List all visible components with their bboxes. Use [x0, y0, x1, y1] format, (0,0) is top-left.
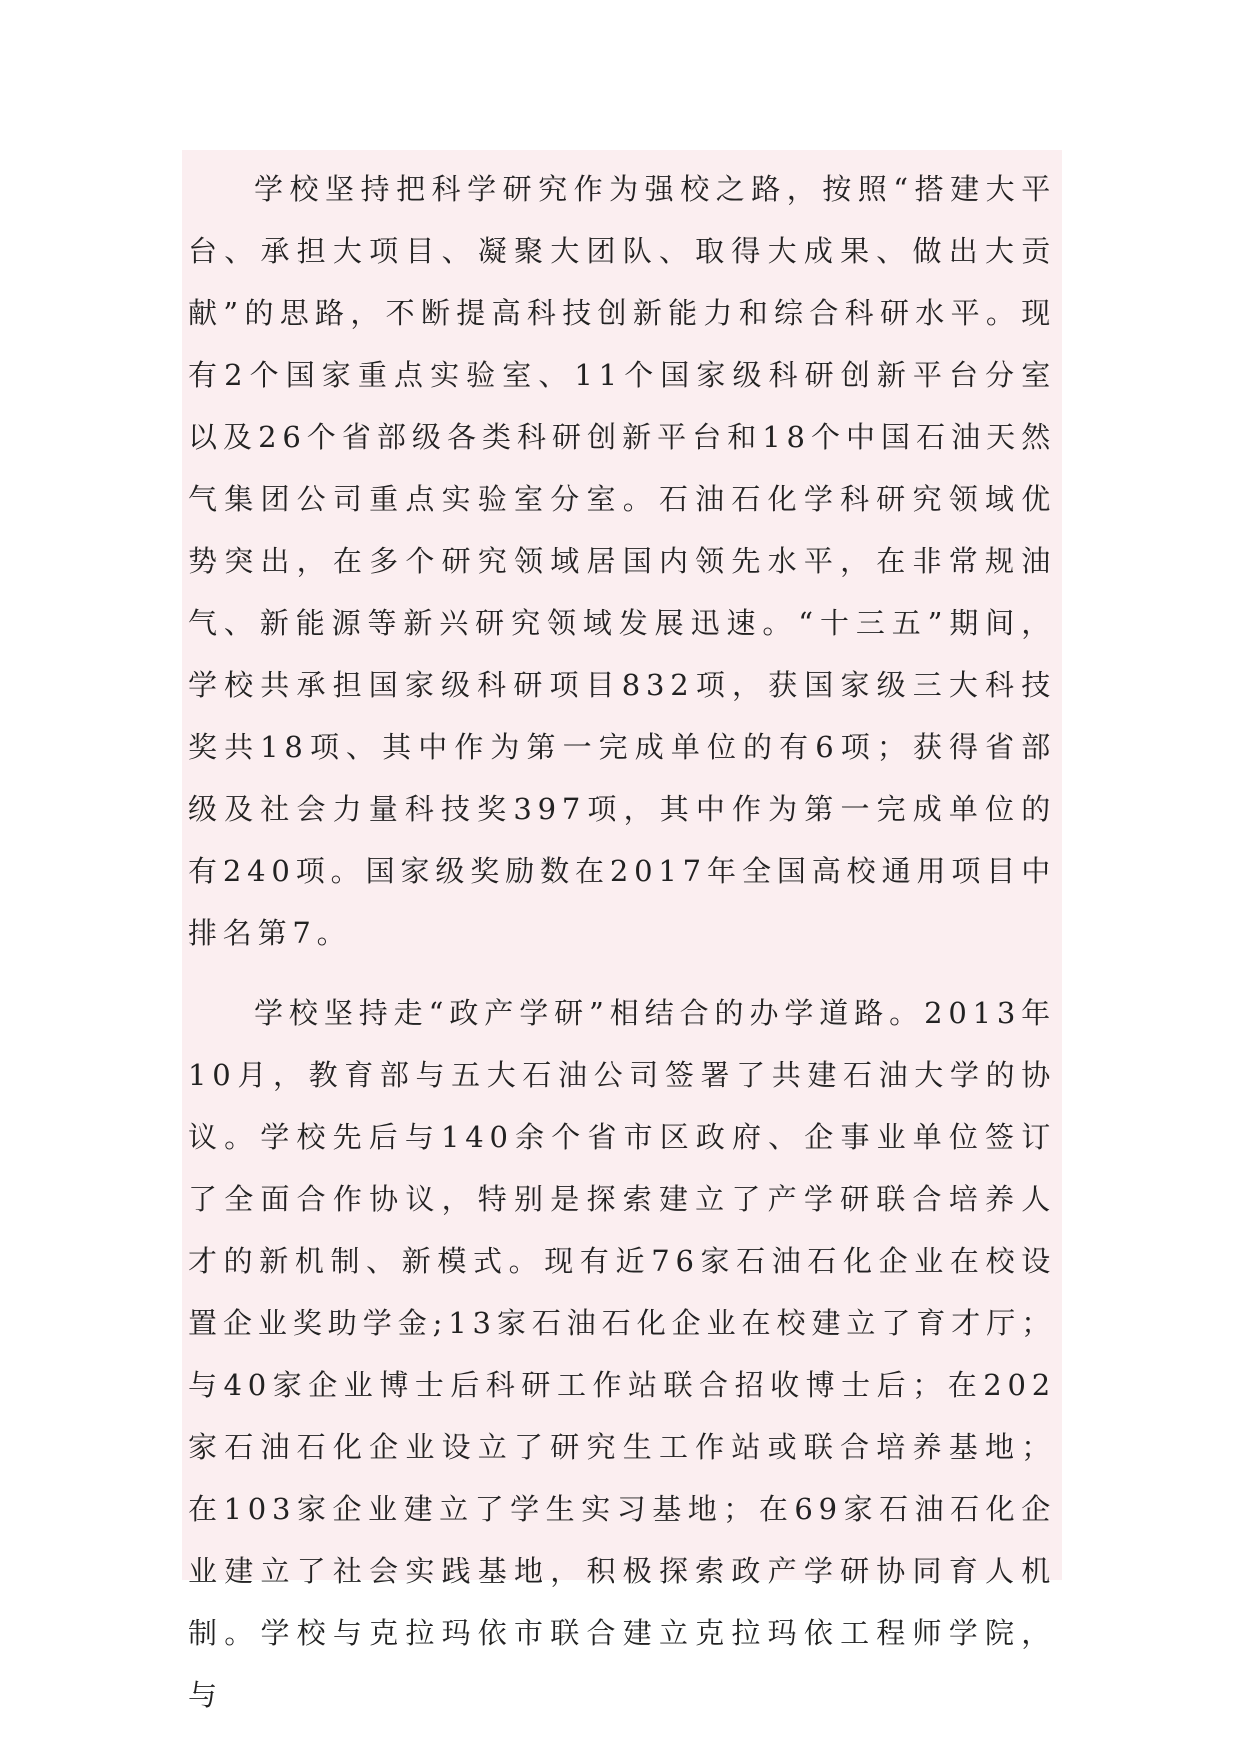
document-body — [188, 158, 1056, 1726]
paragraph-industry-cooperation: 学校坚持走“政产学研”相结合的办学道路。2013年10月，教育部与五大石油公司签署了共建石油大学的协议。学校先后与140余个省市区政府、企事业单位签订了全面合作协议，特别是探索建立了产学研联合培养人才的新机制、新模式。现有近76家石油石化企业在校设置企业奖助学金;13家石油石化企业在校建立了育才厅；与40家企业博士后科研工作站联合招收博士后；在202家石油石化企业设立了研究生工作站或联合培养基地；在103家企业建立了学生实习基地；在69家石油石化企业建立了社会实践基地，积极探索政产学研协同育人机制。学校与克拉玛依市联合建立克拉玛依工程师学院，与 — [188, 996, 1056, 1712]
paragraph-research: 学校坚持把科学研究作为强校之路，按照“搭建大平台、承担大项目、凝聚大团队、取得大成果、做出大贡献”的思路，不断提高科技创新能力和综合科研水平。现有2个国家重点实验室、11个国家级科研创新平台分室以及26个省部级各类科研创新平台和18个中国石油天然气集团公司重点实验室分室。石油石化学科研究领域优势突出，在多个研究领域居国内领先水平，在非常规油气、新能源等新兴研究领域发展迅速。“十三五”期间，学校共承担国家级科研项目832项，获国家级三大科技奖共18项、其中作为第一完成单位的有6项；获得省部级及社会力量科技奖397项，其中作为第一完成单位的有240项。国家级奖励数在2017年全国高校通用项目中排名第7。 — [188, 172, 1056, 950]
